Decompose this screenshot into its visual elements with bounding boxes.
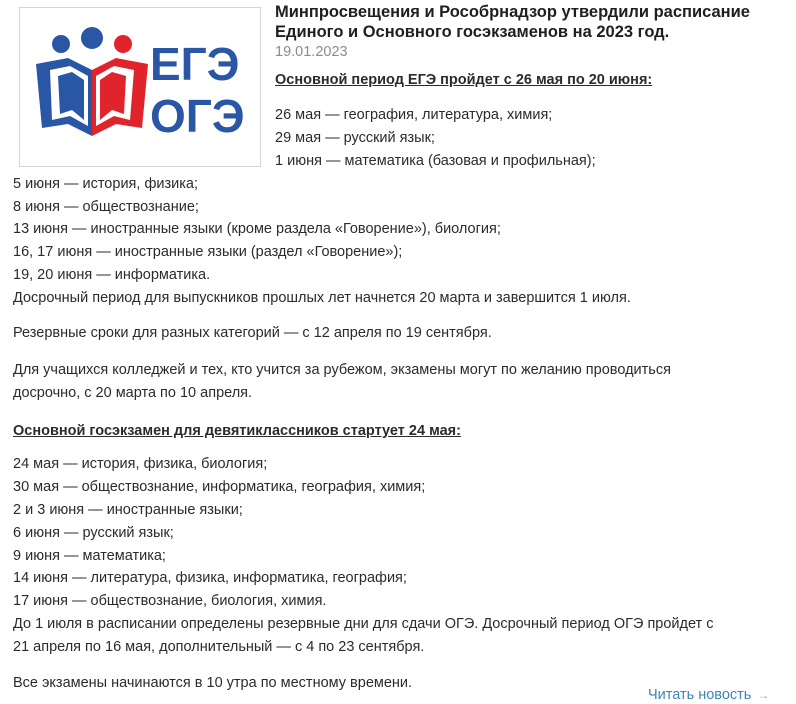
ege-schedule-item: 16, 17 июня — иностранные языки (раздел «Говорение»); (13, 244, 403, 260)
ege-schedule-item: 13 июня — иностранные языки (кроме раздела «Говорение»), биология; (13, 221, 501, 237)
article-date: 19.01.2023 (275, 44, 348, 60)
oge-schedule-item: 30 мая — обществознание, информатика, география, химия; (13, 479, 426, 495)
logo-text-ege: ЕГЭ (150, 38, 240, 90)
logo-text-oge: ОГЭ (150, 90, 245, 142)
article-header (275, 2, 780, 61)
read-more-label: Читать новость (648, 687, 752, 703)
ege-schedule-item: 8 июня — обществознание; (13, 199, 199, 215)
ege-heading: Основной период ЕГЭ пройдет с 26 мая по 20 июня: (275, 72, 653, 88)
ege-schedule-item: 1 июня — математика (базовая и профильная); (275, 153, 596, 169)
oge-reserve-text: До 1 июля в расписании определены резервные дни для сдачи ОГЭ. Досрочный период ОГЭ пройдет с (13, 616, 714, 632)
oge-schedule-item: 14 июня — литература, физика, информатика, география; (13, 570, 407, 586)
oge-schedule-item: 9 июня — математика; (13, 548, 166, 564)
article-title (275, 2, 780, 42)
reserve-text: Резервные сроки для разных категорий — с 12 апреля по 19 сентября. (13, 325, 492, 341)
ege-schedule-item: 26 мая — география, литература, химия; (275, 107, 553, 123)
ege-oge-logo (19, 7, 261, 167)
oge-schedule-item: 17 июня — обществознание, биология, химия. (13, 593, 327, 609)
oge-schedule-item: 2 и 3 июня — иностранные языки; (13, 502, 243, 518)
ege-schedule-item: 19, 20 июня — информатика. (13, 267, 211, 283)
oge-reserve-text: 21 апреля по 16 мая, дополнительный — с 4 по 23 сентября. (13, 639, 425, 655)
ege-schedule-item: 29 мая — русский язык; (275, 130, 435, 146)
ege-schedule-item: 5 июня — история, физика; (13, 176, 198, 192)
article-title-line: Минпросвещения и Рособрнадзор утвердили расписание (275, 3, 750, 21)
article-title-line: Единого и Основного госэкзаменов на 2023 год. (275, 23, 670, 41)
oge-heading: Основной госэкзамен для девятиклассников стартует 24 мая: (13, 423, 461, 439)
colleges-text: Для учащихся колледжей и тех, кто учится за рубежом, экзамены могут по желанию проводиться (13, 362, 671, 378)
colleges-text: досрочно, с 20 марта по 10 апреля. (13, 385, 253, 401)
arrow-right-icon: → (757, 688, 770, 702)
logo-graphic (20, 8, 262, 168)
oge-schedule-item: 24 мая — история, физика, биология; (13, 456, 268, 472)
start-time-text: Все экзамены начинаются в 10 утра по местному времени. (13, 675, 413, 691)
early-period-text: Досрочный период для выпускников прошлых лет начнется 20 марта и завершится 1 июля. (13, 290, 631, 306)
oge-schedule-item: 6 июня — русский язык; (13, 525, 174, 541)
read-more-link[interactable] (648, 687, 769, 703)
